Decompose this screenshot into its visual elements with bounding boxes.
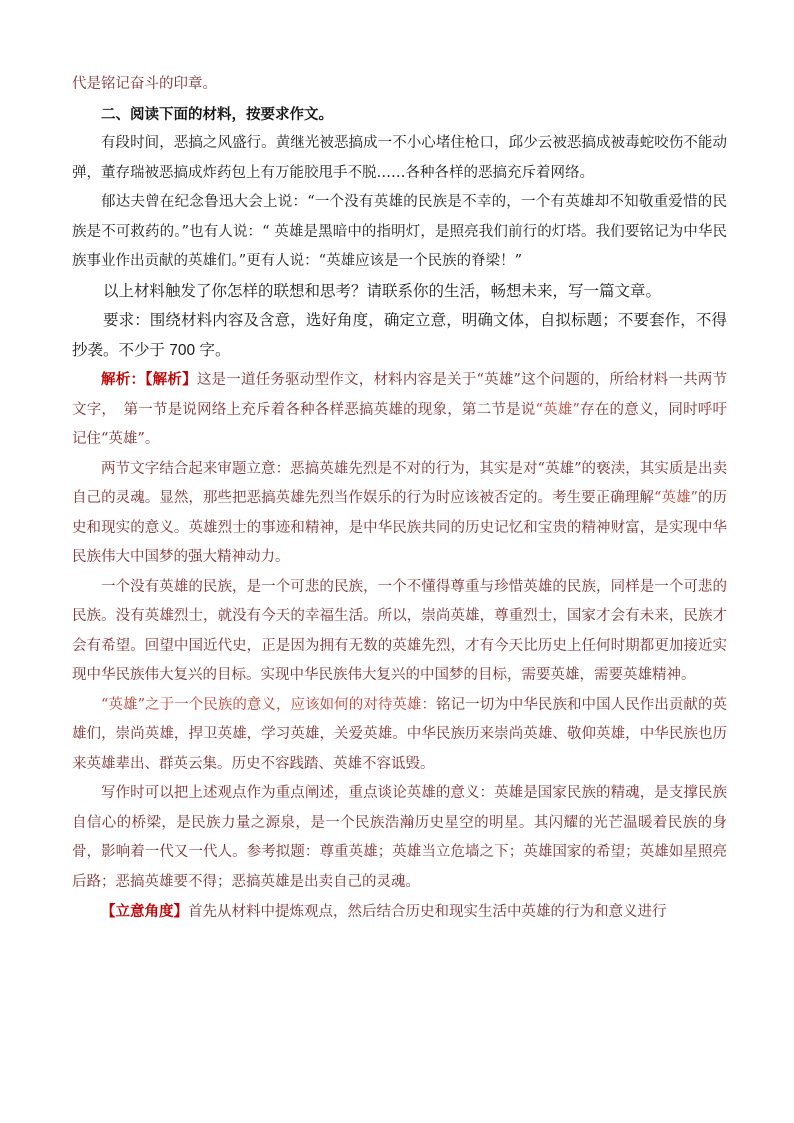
analysis-paragraph-3: 一个没有英雄的民族，是一个可悲的民族，一个不懂得尊重与珍惜英雄的民族，同样是一个可悲的民族。没有英雄烈士，就没有今天的幸福生活。所以，崇尚英雄，尊重烈士，国家才会有未来，民族才会有希望。回望中国近代史，正是因为拥有无数的英雄先烈，才有今天比历史上任何时期都更加接近实现中华民族伟大复兴的目标。实现中华民族伟大复兴的中国梦的目标，需要英雄，需要英雄精神。 — [72, 578, 727, 683]
analysis-text-1a: 这是一道任务驱动型作文，材料内容是关于“英雄”这个问题的，所给材料一共两节文字， 第一节是说网络上充斥着各种各样恶搞英雄的现象，第二节是说 — [72, 372, 728, 418]
analysis-text-2b: 的历史和现实的意义。英雄烈士的事迹和精神，是中华民族共同的历史记忆和宝贵的精神财富，是实现中华民族伟大中国梦的强大精神动力。 — [72, 490, 728, 565]
analysis-text-1b: 存在的意义，同时呼吁记住“英雄”。 — [72, 401, 728, 447]
material-paragraph-2: 郁达夫曾在纪念鲁迅大会上说：“一个没有英雄的民族是不幸的，一个有英雄却不知敬重爱惜的民族是不可救药的。”也有人说：“ 英雄是黑暗中的指明灯，是照亮我们前行的灯塔。我们要铭记为中华民族事业作出贡献的英雄们。”更有人说：“英雄应该是一个民族的脊梁！” — [72, 194, 727, 269]
analysis-paragraph-5: 写作时可以把上述观点作为重点阐述，重点谈论英雄的意义：英雄是国家民族的精魂，是支撑民族自信心的桥梁，是民族力量之源泉，是一个民族浩瀚历史星空的明星。其闪耀的光芒温暖着民族的身骨，影响着一代又一代人。参考拟题：尊重英雄；英雄当立危墙之下；英雄国家的希望；英雄如星照亮后路；恶搞英雄要不得；恶搞英雄是出卖自己的灵魂。 — [72, 785, 727, 890]
analysis-text-6: 首先从材料中提炼观点，然后结合历史和现实生活中英雄的行为和意义进行 — [188, 904, 667, 920]
essay-requirement: 要求：围绕材料内容及含意，选好角度，确定立意，明确文体，自拟标题；不要套作，不得抄袭。不少于 700 字。 — [72, 312, 727, 359]
analysis-text-4b: 铭记一切为中华民族和中国人民作出贡献的英雄们，崇尚英雄，捍卫英雄，学习英雄，关爱英雄。中华民族历来崇尚英雄、敬仰英雄，中华民族也历来英雄辈出、群英云集。历史不容践踏、英雄不容诋毁。 — [72, 696, 728, 772]
analysis-quote-1: “英雄” — [535, 401, 580, 418]
analysis-paragraph-6 — [72, 897, 727, 928]
analysis-quote-2: “英雄” — [653, 490, 698, 506]
analysis-paragraph-2 — [72, 455, 727, 573]
section-heading: 二、阅读下面的材料，按要求作文。 — [101, 105, 333, 123]
document-page — [72, 70, 727, 928]
analysis-paragraph-1 — [72, 365, 727, 455]
analysis-text-2a: 两节文字结合起来审题立意：恶搞英雄先烈是不对的行为，其实是对“英雄”的亵渎，其实质是出卖自己的灵魂。显然，那些把恶搞英雄先烈当作娱乐的行为时应该被否定的。考生要正确理解 — [72, 460, 727, 506]
analysis-quote-4: “英雄”之于一个民族的意义，应该如何的对待英雄： — [101, 696, 437, 713]
analysis-paragraph-4 — [72, 691, 727, 780]
continuation-line: 代是铭记奋斗的印章。 — [72, 76, 217, 92]
essay-prompt: 以上材料触发了你怎样的联想和思考？请联系你的生活，畅想未来，写一篇文章。 — [103, 282, 662, 300]
material-paragraph-1: 有段时间，恶搞之风盛行。黄继光被恶搞成一不小心堵住枪口，邱少云被恶搞成被毒蛇咬伤不能动弹，董存瑞被恶搞成炸药包上有万能胶甩手不脱……各种各样的恶搞充斥着网络。 — [72, 135, 727, 181]
angle-tag: 【立意角度】 — [101, 903, 188, 920]
analysis-tag: 【解析】 — [145, 371, 197, 388]
analysis-label: 解析： — [101, 371, 146, 388]
